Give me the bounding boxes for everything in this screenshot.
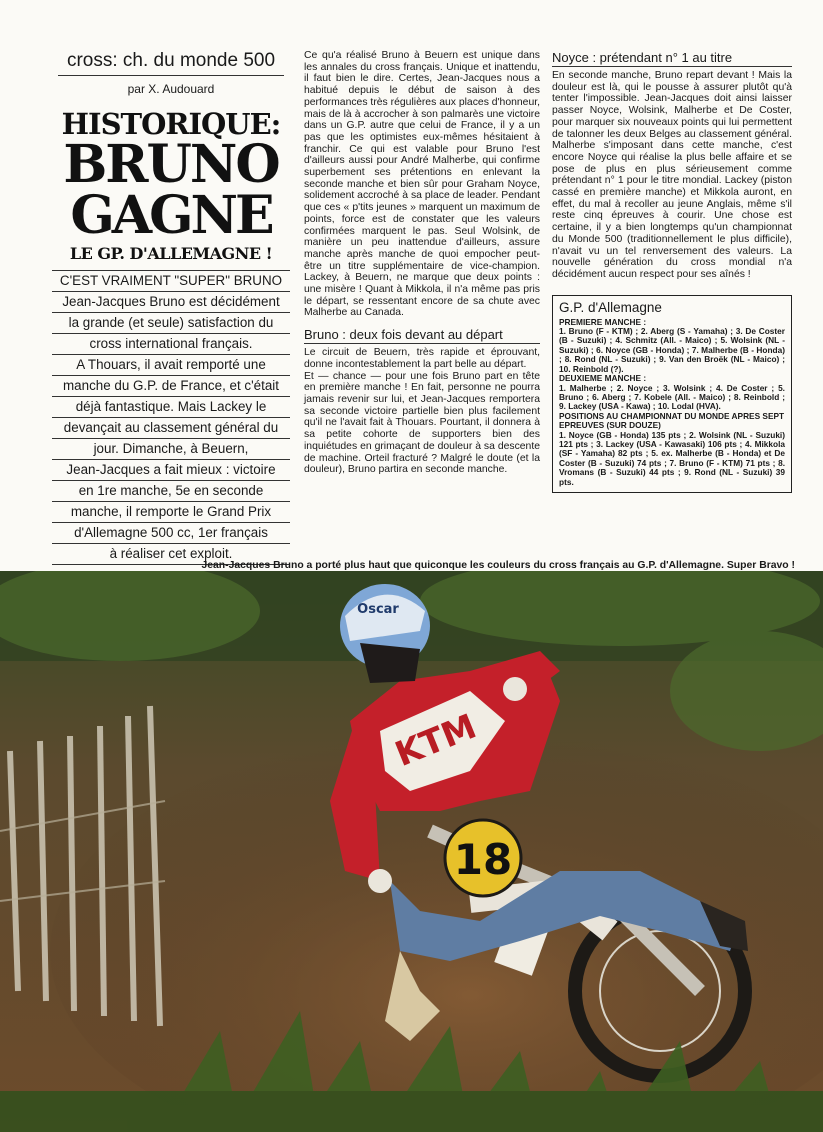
lead-line: C'EST VRAIMENT "SUPER" BRUNO <box>52 270 290 291</box>
jersey-logo: KTM <box>389 706 483 775</box>
results-heading-manche-2: DEUXIEME MANCHE : <box>559 373 647 384</box>
kicker-divider <box>58 75 284 76</box>
lead-line: A Thouars, il avait remporté une <box>52 354 290 375</box>
results-standings: 1. Noyce (GB - Honda) 135 pts ; 2. Wolsink (NL - Suzuki) 121 pts ; 3. Lackey (USA - Kawasaki) 106 pts ; 4. Mikkola (SF - Yamaha) 82 pts ; 5. ex. Malherbe (B - Honda) et De Coster (B - Suzuki) 74 pts ; 7. Bruno (F - KTM) 71 pts ; 8. Vromans (B - Suzuki) 44 pts ; 9. Rond (NL - Suzuki) 39 pts. <box>559 429 785 487</box>
lead-line: déjà fantastique. Mais Lackey le <box>52 396 290 417</box>
headline <box>52 108 290 264</box>
lead-line: jour. Dimanche, à Beuern, <box>52 438 290 459</box>
article-paragraph-3: Et — chance — pour une fois Bruno part en tête en première manche ! En fait, personne ne pourra jamais revenir sur lui, et Jean-Jacques remportera sa seconde victoire partielle bien plus facilement qu'il ne l'avait fait à Thouars. Pourtant, il donnera à sa petite cohorte de supporters bien des inquiétudes en grimaçant de douleur à sa descente de machine. Orteil fracturé ? Malgré le doute (et la douleur), Bruno partira en seconde manche. <box>304 370 540 476</box>
article-paragraph-4: En seconde manche, Bruno repart devant ! Mais la douleur est là, qui le pousse à assurer plutôt qu'à tenter l'impossible. Jean-Jacques doit ainsi laisser passer Noyce, Wolsink, Malherbe et De Coster, pour marquer six nouveaux points qui lui permettent de talonner les deux Belges au classement général. Malherbe s'imposant dans cette manche, c'est encore Noyce qui réalise la plus belle affaire et se pose de plus en plus sérieusement comme prétendant n° 1 pour le titre mondial. Lackey (piston cassé en première manche) et Mikkola auront, en effet, du mal à recoller au jeune Anglais, même s'il reste cinq épreuves à courir. Une chose est certaine, il y a bien longtemps qu'un championnat du Monde 500 (traditionnellement le plus difficile), n'avait vu un tel renversement des valeurs. La nouvelle génération du cross mondial n'a décidément aucun respect pour ses aînés ! <box>552 70 792 280</box>
article-paragraph-1: Ce qu'a réalisé Bruno à Beuern est unique dans les annales du cross français. Unique et inattendu, il faut bien le dire. Certes, Jean-Jacques nous a habitué depuis le début de saison à des performances très régulières aux places d'honneur, mais de là à accrocher à son palmarès une victoire dans un G.P. autre que celui de France, il y a un pas que les optimistes eux-mêmes hésitaient à franchir. Ce qui est valable pour Bruno l'est d'ailleurs aussi pour André Malherbe, qui confirme superbement ses prétentions en enlevant la seconde manche et bien sûr pour Graham Noyce, solidement accroché à sa place de leader. Pendant que ces « p'tits jeunes » marquent un maximum de points, force est de constater que les valeurs confirmées marquent le pas. Seul Wolsink, de manière un peu inattendue d'ailleurs, assure manche après manche de quoi empocher peut-être un titre supplémentaire de vice-champion. Lackey, à Beuern, ne marque que deux points : une misère ! Quant à Mikkola, il n'a même pas pris le départ, se ressentant encore de sa chute avec Malherbe au Canada. <box>304 50 540 319</box>
headline-line-4: LE GP. D'ALLEMAGNE ! <box>69 244 273 263</box>
article-paragraph-2: Le circuit de Beuern, très rapide et éprouvant, donne incontestablement la part belle au départ. <box>304 347 540 370</box>
subhead-noyce: Noyce : prétendant n° 1 au titre <box>552 50 792 67</box>
lead-paragraph <box>52 270 290 565</box>
lead-line: Jean-Jacques a fait mieux : victoire <box>52 459 290 480</box>
results-manche-2: 1. Malherbe ; 2. Noyce ; 3. Wolsink ; 4. De Coster ; 5. Bruno ; 6. Aberg ; 7. Kobele (All. - Maico) ; 8. Reinbold ; 9. Lackey (USA - Kawa) ; 10. Lodal (HVA). <box>559 382 785 412</box>
lead-line: la grande (et seule) satisfaction du <box>52 312 290 333</box>
results-title: G.P. d'Allemagne <box>559 299 662 315</box>
headline-line-2: BRUNO <box>63 134 279 195</box>
byline: par X. Audouard <box>127 82 215 96</box>
lead-line: d'Allemagne 500 cc, 1er français <box>52 522 290 543</box>
photo-caption: Jean-Jacques Bruno a porté plus haut que quiconque les couleurs du cross français au G.P. d'Allemagne. Super Bravo ! <box>201 560 795 572</box>
lead-line: cross international français. <box>52 333 290 354</box>
plate-number: 18 <box>453 835 513 884</box>
results-heading-standings: POSITIONS AU CHAMPIONNAT DU MONDE APRES SEPT EPREUVES (SUR DOUZE) <box>559 410 785 431</box>
results-heading-manche-1: PREMIERE MANCHE : <box>559 316 647 327</box>
middle-column <box>304 50 540 476</box>
subhead-depart: Bruno : deux fois devant au départ <box>304 327 540 344</box>
lead-line: à réaliser cet exploit. <box>52 543 290 565</box>
race-photo <box>0 571 823 1132</box>
lead-line: Jean-Jacques Bruno est décidément <box>52 291 290 312</box>
lead-line: manche du G.P. de France, et c'était <box>52 375 290 396</box>
headline-line-1: HISTORIQUE: <box>61 107 281 141</box>
section-kicker: cross: ch. du monde 500 <box>66 50 276 71</box>
left-column <box>52 50 290 565</box>
lead-line: devançait au classement général du <box>52 417 290 438</box>
lead-line: manche, il remporte le Grand Prix <box>52 501 290 522</box>
lead-line: en 1re manche, 5e en seconde <box>52 480 290 501</box>
helmet-logo: Oscar <box>357 602 399 617</box>
right-column <box>552 50 792 493</box>
headline-line-3: GAGNE <box>70 185 272 246</box>
results-box <box>552 295 792 493</box>
results-manche-1: 1. Bruno (F - KTM) ; 2. Aberg (S - Yamaha) ; 3. De Coster (B - Suzuki) ; 4. Schmitz (All. - Maico) ; 5. Wolsink (NL - Suzuki) ; 6. Noyce (GB - Honda) ; 7. Malherbe (B - Honda) ; 8. Rond (NL - Suzuki) ; 9. Van den Broëk (NL - Maico) ; 10. Reinbold (?). <box>559 326 785 374</box>
